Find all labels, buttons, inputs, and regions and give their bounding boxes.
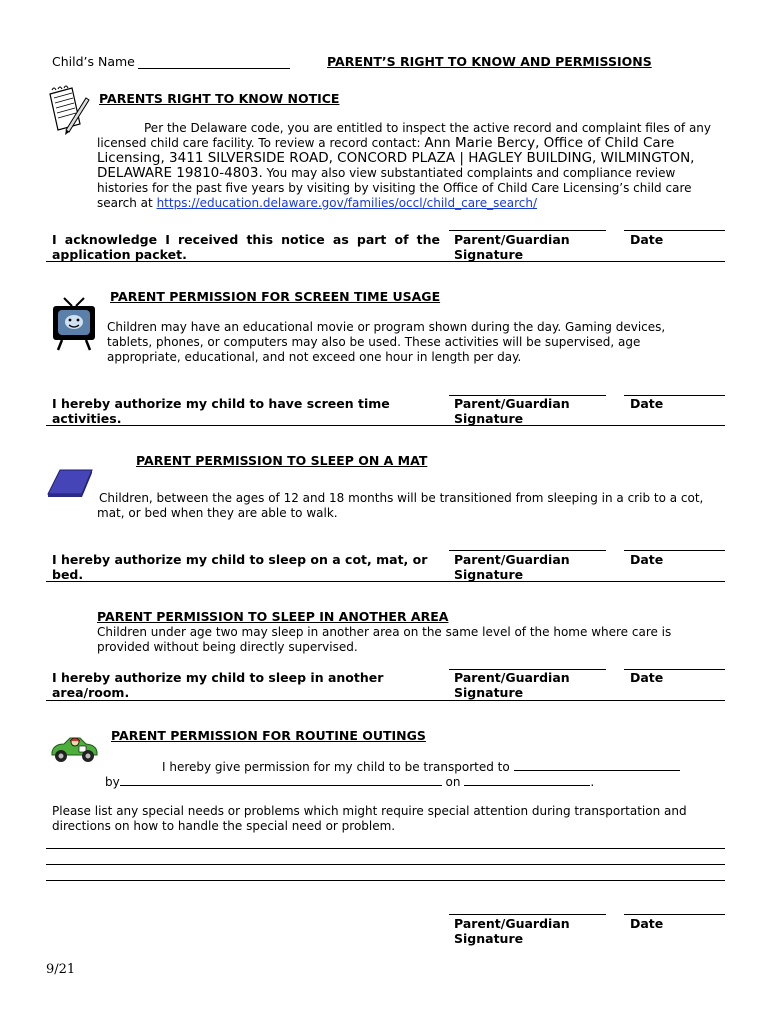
section-divider-4 [46,700,725,701]
notepad-pencil-icon [46,84,90,136]
special-needs-text: Please list any special needs or problems which might require special attention during transportation and directions on how to handle the special need or problem. [52,804,687,833]
date-label-5: Date [630,916,664,931]
right-to-know-heading: PARENTS RIGHT TO KNOW NOTICE [99,91,340,106]
sleep-mat-heading: PARENT PERMISSION TO SLEEP ON A MAT [136,453,428,468]
sleep-mat-text: Children, between the ages of 12 and 18 months will be transitioned from sleeping in a crib to a cot, mat, or bed when they are able to walk. [97,491,704,520]
parent-signature-label-1: Parent/Guardian Signature [454,232,570,262]
date-line-1[interactable] [624,230,725,231]
acknowledge-notice-text: I acknowledge I received this notice as part of the application packet. [52,232,440,262]
date-label-3: Date [630,552,664,567]
authorize-sleep-area-text: I hereby authorize my child to sleep in another area/room. [52,670,384,700]
child-name-field[interactable] [138,68,290,69]
race-car-icon [48,734,100,764]
sleeping-mat-icon [46,468,94,500]
date-label-4: Date [630,670,664,685]
child-name-label: Child’s Name [52,54,135,69]
page-title: PARENT’S RIGHT TO KNOW AND PERMISSIONS [327,54,652,69]
transport-by-line [105,774,594,789]
section-divider-1 [46,261,725,262]
parent-signature-label-5: Parent/Guardian Signature [454,916,570,946]
right-to-know-text-a: Per the Delaware code, you are entitled to inspect the active record and complaint files of any licensed child care facility. To review a record contact: [97,121,712,150]
authorize-sleep-mat-text: I hereby authorize my child to sleep on a cot, mat, or bed. [52,552,428,582]
right-to-know-text [97,121,721,211]
section-divider-2 [46,425,725,426]
date-line-5[interactable] [624,914,725,915]
special-needs-line-1[interactable] [46,848,725,849]
parent-signature-label-4: Parent/Guardian Signature [454,670,570,700]
on-label: on [445,775,461,789]
date-line-3[interactable] [624,550,725,551]
signature-line-1[interactable] [449,230,606,231]
sleep-area-text: Children under age two may sleep in another area on the same level of the home where care is provided without being directly supervised. [97,625,672,654]
sleep-area-heading: PARENT PERMISSION TO SLEEP IN ANOTHER AREA [97,609,449,624]
television-icon [50,296,98,352]
special-needs-line-3[interactable] [46,880,725,881]
right-to-know-text-b: You may also view substantiated complaints and compliance review histories for the past five years by visiting by visiting the Office of Child Care Licensing’s child care search at [97,166,692,210]
transport-permission-line [162,759,680,774]
section-divider-3 [46,581,725,582]
revision-date: 9/21 [46,962,76,977]
screen-time-text: Children may have an educational movie or program shown during the day. Gaming devices, tablets, phones, or computers may also be used. These activities will be supervised, age appropriate, educational, and not exceed one hour in length per day. [107,320,666,364]
transport-destination-field[interactable] [514,759,680,771]
date-label-2: Date [630,396,664,411]
signature-line-3[interactable] [449,550,606,551]
transport-by-field[interactable] [120,774,442,786]
period-mark: . [590,775,595,789]
by-label: by [105,775,120,789]
date-label-1: Date [630,232,664,247]
signature-line-5[interactable] [449,914,606,915]
special-needs-line-2[interactable] [46,864,725,865]
child-care-search-link[interactable]: https://education.delaware.gov/families/occl/child_care_search/ [156,196,538,210]
screen-time-heading: PARENT PERMISSION FOR SCREEN TIME USAGE [110,289,441,304]
outings-heading: PARENT PERMISSION FOR ROUTINE OUTINGS [111,728,426,743]
transport-permission-text: I hereby give permission for my child to be transported to [162,760,510,774]
transport-date-field[interactable] [464,774,590,786]
authorize-screen-time-text: I hereby authorize my child to have screen time activities. [52,396,390,426]
record-contact: Ann Marie Bercy, Office of Child Care Licensing, 3411 SILVERSIDE ROAD, CONCORD PLAZA | HAGLEY BUILDING, WILMINGTON, DELAWARE 19810-4803. [97,135,695,181]
parent-signature-label-2: Parent/Guardian Signature [454,396,570,426]
parent-signature-label-3: Parent/Guardian Signature [454,552,570,582]
